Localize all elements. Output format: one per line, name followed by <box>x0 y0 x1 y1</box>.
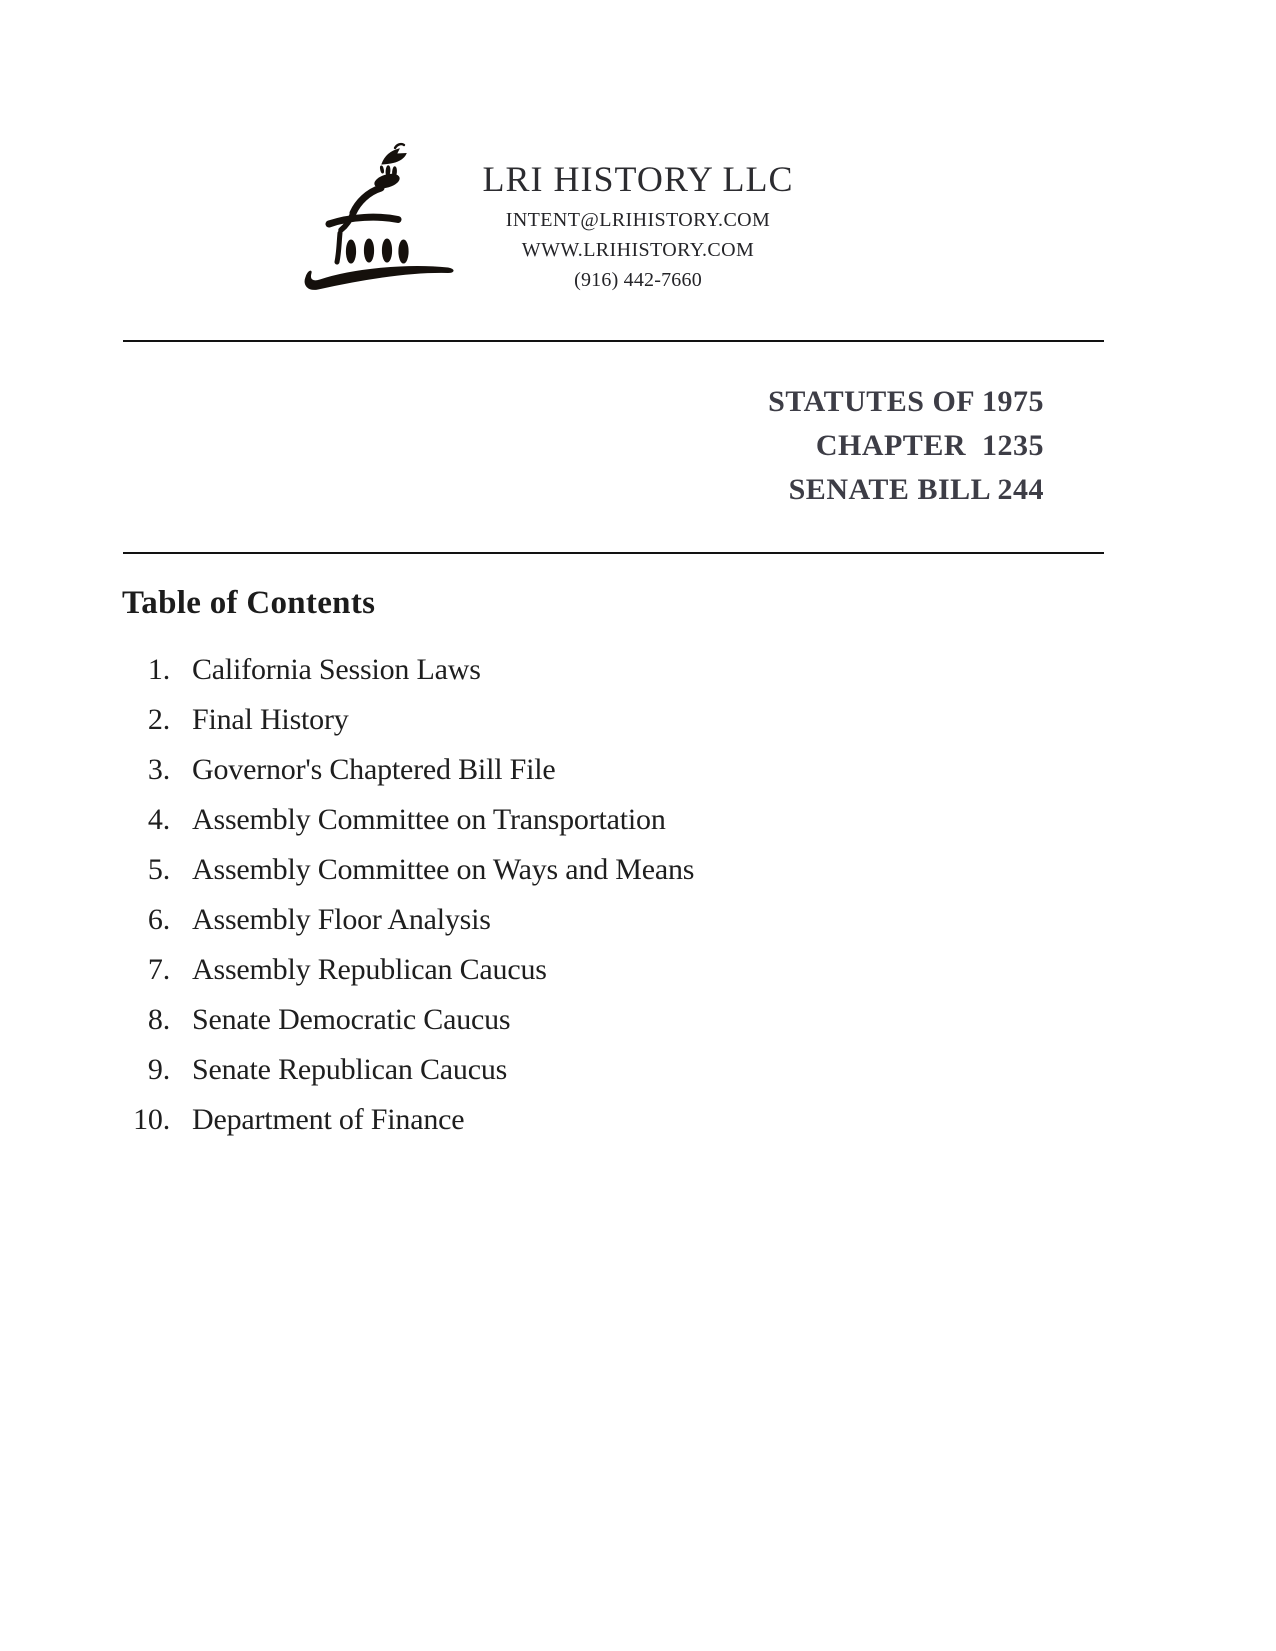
toc-item-label: Assembly Floor Analysis <box>192 903 491 936</box>
statute-heading <box>768 380 1044 512</box>
toc-item <box>118 945 694 995</box>
toc-item <box>118 1095 694 1145</box>
toc-item <box>118 1045 694 1095</box>
toc-item-label: Department of Finance <box>192 1103 465 1136</box>
toc-item-label: Assembly Republican Caucus <box>192 953 547 986</box>
divider-bottom <box>123 552 1104 554</box>
toc-item-label: Assembly Committee on Ways and Means <box>192 853 695 886</box>
company-email: INTENT@LRIHISTORY.COM <box>505 209 771 231</box>
toc-item-number: 6. <box>147 903 170 936</box>
company-name: LRI HISTORY LLC <box>482 159 794 199</box>
toc-item <box>118 795 694 845</box>
toc-item-number: 8. <box>147 1003 170 1036</box>
toc-item-label: Senate Republican Caucus <box>192 1053 508 1086</box>
toc-item-number: 1. <box>147 653 170 686</box>
toc-item-label: Governor's Chaptered Bill File <box>192 753 556 786</box>
toc-item <box>118 895 694 945</box>
toc-item-number: 9. <box>147 1053 170 1086</box>
toc-title: Table of Contents <box>122 585 376 621</box>
toc-list <box>118 645 694 1145</box>
divider-top <box>123 340 1104 342</box>
toc-item-label: California Session Laws <box>192 653 481 686</box>
toc-item-number: 10. <box>133 1103 170 1136</box>
toc-item-label: Assembly Committee on Transportation <box>192 803 666 836</box>
toc-item-label: Senate Democratic Caucus <box>192 1003 511 1036</box>
toc-item <box>118 845 694 895</box>
toc-item <box>118 745 694 795</box>
toc-item-number: 2. <box>147 703 170 736</box>
heading-line-chapter: CHAPTER 1235 <box>815 429 1044 462</box>
toc-item-number: 7. <box>147 953 170 986</box>
toc-item-number: 4. <box>147 803 170 836</box>
heading-line-bill: SENATE BILL 244 <box>788 473 1044 506</box>
company-phone: (916) 442-7660 <box>574 269 702 291</box>
company-website: WWW.LRIHISTORY.COM <box>521 239 755 261</box>
toc-item <box>118 695 694 745</box>
heading-line-statutes: STATUTES OF 1975 <box>768 385 1044 418</box>
toc-item <box>118 995 694 1045</box>
toc-item-number: 5. <box>147 853 170 886</box>
toc-item-number: 3. <box>147 753 170 786</box>
toc-item-label: Final History <box>192 703 349 736</box>
toc-item <box>118 645 694 695</box>
